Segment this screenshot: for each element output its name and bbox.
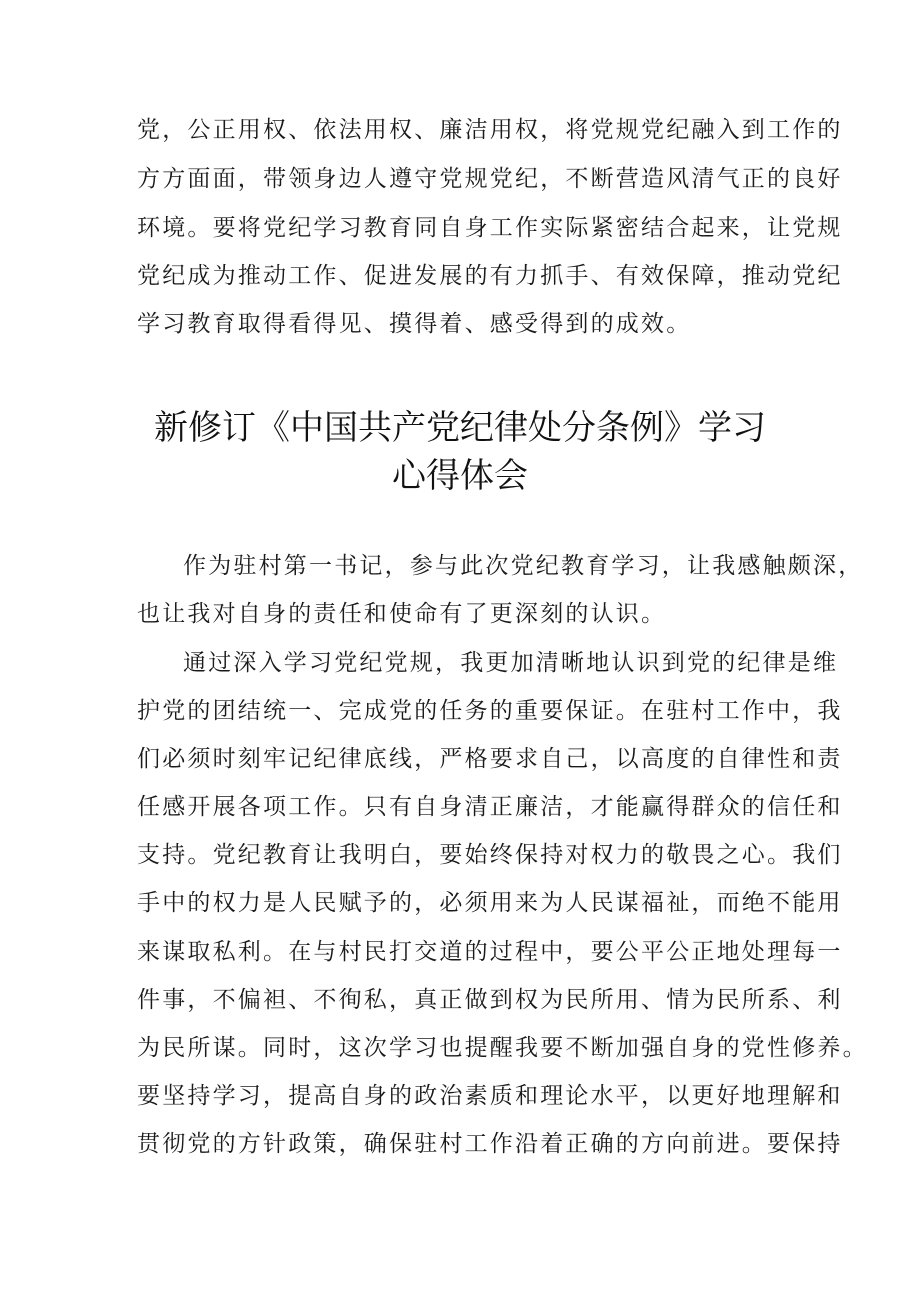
paragraph-line: 贯彻党的方针政策，确保驻村工作沿着正确的方向前进。要保持: [137, 1131, 843, 1157]
article-title-line: 新修订《中国共产党纪律处分条例》学习: [154, 408, 766, 448]
paragraph-line: 也让我对自身的责任和使命有了更深刻的认识。: [137, 601, 667, 627]
paragraph-line: 要坚持学习，提高自身的政治素质和理论水平，以更好地理解和: [137, 1083, 843, 1109]
paragraph-line: 通过深入学习党纪党规，我更加清晰地认识到党的纪律是维: [183, 650, 839, 676]
intro-line: 方方面面，带领身边人遵守党规党纪，不断营造风清气正的良好: [137, 166, 843, 192]
paragraph-line: 作为驻村第一书记，参与此次党纪教育学习，让我感触颇深，: [183, 553, 864, 579]
paragraph-line: 支持。党纪教育让我明白，要始终保持对权力的敬畏之心。我们: [137, 842, 843, 868]
intro-line: 党纪成为推动工作、促进发展的有力抓手、有效保障，推动党纪: [137, 263, 843, 289]
paragraph-line: 手中的权力是人民赋予的，必须用来为人民谋福祉，而绝不能用: [137, 890, 843, 916]
paragraph-line: 为民所谋。同时，这次学习也提醒我要不断加强自身的党性修养。: [137, 1035, 868, 1061]
paragraph-line: 来谋取私利。在与村民打交道的过程中，要公平公正地处理每一: [137, 939, 843, 965]
article-title-line: 心得体会: [392, 456, 528, 496]
paragraph-line: 们必须时刻牢记纪律底线，严格要求自己，以高度的自律性和责: [137, 746, 843, 772]
intro-line: 学习教育取得看得见、摸得着、感受得到的成效。: [137, 311, 692, 337]
intro-line: 党，公正用权、依法用权、廉洁用权，将党规党纪融入到工作的: [137, 117, 843, 143]
paragraph-line: 任感开展各项工作。只有自身清正廉洁，才能赢得群众的信任和: [137, 794, 843, 820]
paragraph-line: 件事，不偏袒、不徇私，真正做到权为民所用、情为民所系、利: [137, 987, 843, 1013]
paragraph-line: 护党的团结统一、完成党的任务的重要保证。在驻村工作中，我: [137, 698, 843, 724]
intro-line: 环境。要将党纪学习教育同自身工作实际紧密结合起来，让党规: [137, 215, 843, 241]
